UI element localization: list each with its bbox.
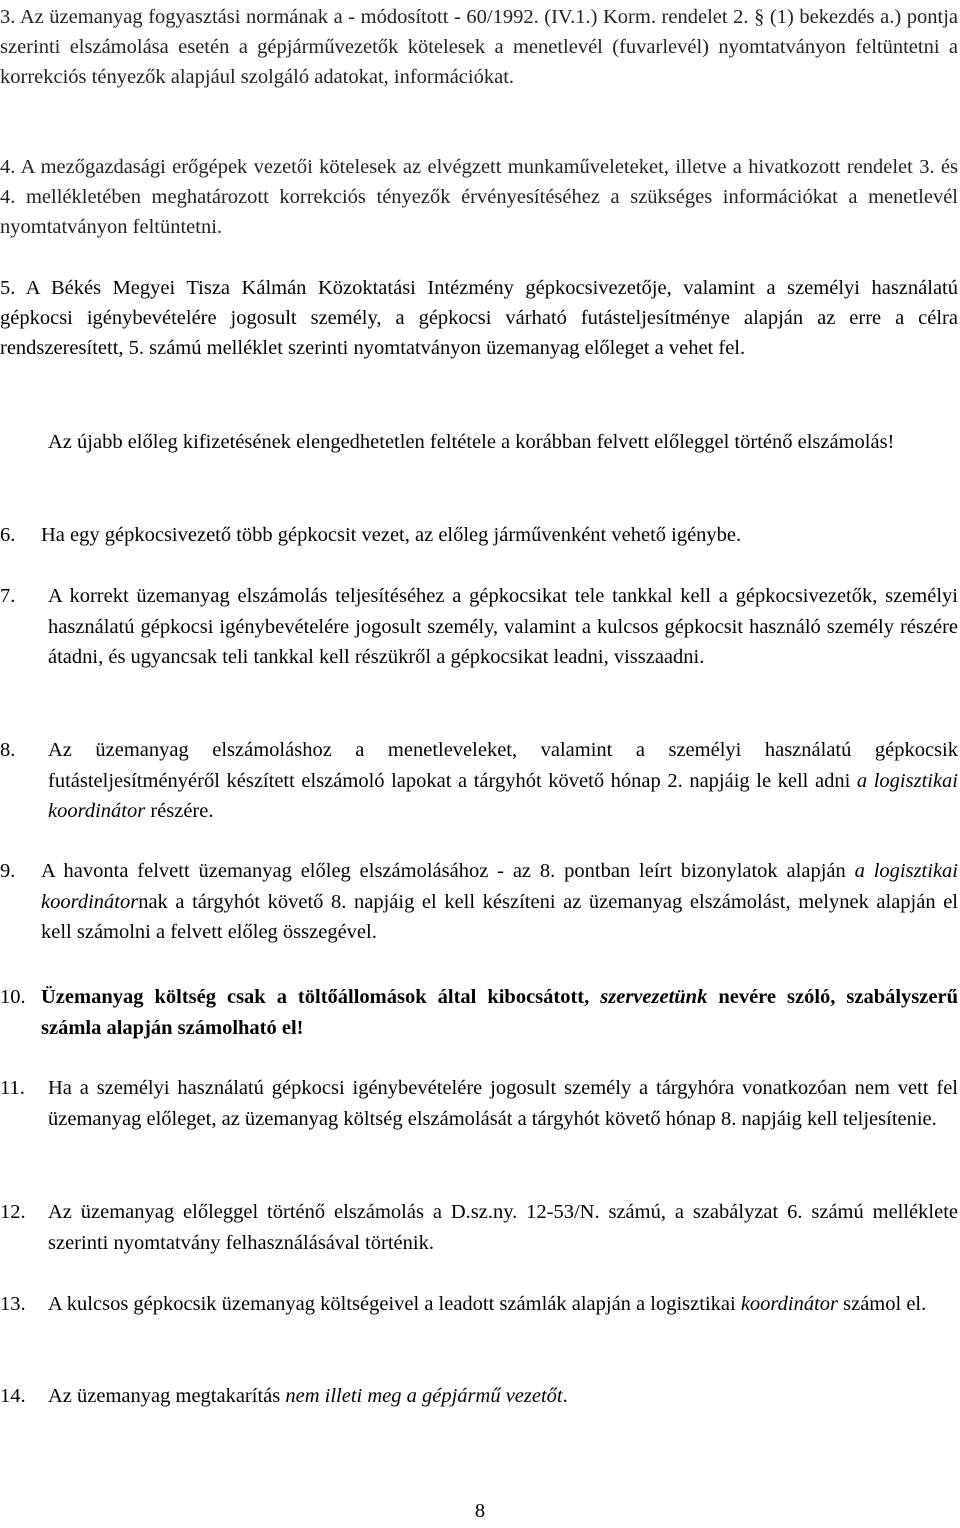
item-text-part: részére. bbox=[145, 800, 214, 822]
item-number: 8. bbox=[0, 739, 16, 761]
page-number: 8 bbox=[474, 1500, 486, 1522]
item-text bbox=[48, 1381, 958, 1412]
item-number: 7. bbox=[0, 585, 16, 607]
list-item-14 bbox=[0, 1381, 958, 1412]
item-text-part: A kulcsos gépkocsik üzemanyag költségeivel a leadott számlák alapján a logisztikai bbox=[48, 1293, 741, 1315]
item-text-part: nevére szóló, szabályszerű számla alapján számolható el! bbox=[41, 986, 958, 1039]
item-text-part: Üzemanyag költség csak a töltőállomások által kibocsátott, bbox=[41, 986, 601, 1008]
item-number: 11. bbox=[0, 1077, 25, 1099]
item-text-italic: a logisztikai koordinátor bbox=[48, 769, 959, 822]
list-item-6 bbox=[0, 520, 958, 551]
list-item-10 bbox=[0, 982, 958, 1043]
paragraph-3: 3. Az üzemanyag fogyasztási normának a - módosított - 60/1992. (IV.1.) Korm. rendelet 2. § (1) bekezdés a.) pontja szerinti elszámolása esetén a gépjárművezetők kötelesek a menetlevél (fuvarlevél) nyomtatványon feltüntetni a korrekciós tényezők alapjául szolgáló adatokat, információkat. bbox=[0, 6, 958, 88]
item-text-italic: szervezetünk bbox=[600, 986, 708, 1008]
item-number: 13. bbox=[0, 1293, 26, 1315]
item-text bbox=[48, 735, 958, 827]
item-number: 9. bbox=[0, 860, 16, 882]
item-text-part: Az üzemanyag megtakarítás bbox=[48, 1385, 286, 1407]
paragraph-4: 4. A mezőgazdasági erőgépek vezetői kötelesek az elvégzett munkaműveleteket, illetve a hivatkozott rendelet 3. és 4. mellékletében meghatározott korrekciós tényezők érvényesítéséhez a szükséges információkat a menetlevél nyomtatványon feltüntetni. bbox=[0, 156, 958, 238]
item-number: 6. bbox=[0, 524, 16, 546]
item-number: 10. bbox=[0, 986, 26, 1008]
advance-note: Az újabb előleg kifizetésének elengedhetetlen feltétele a korábban felvett előleggel történő elszámolás! bbox=[48, 431, 895, 453]
item-text-part: nak a tárgyhót követő 8. napjáig el kell készíteni az üzemanyag elszámolást, melynek alapján el kell számolni a felvett előleg összegével. bbox=[41, 890, 958, 943]
item-text bbox=[41, 982, 958, 1043]
item-text-part: Az üzemanyag elszámoláshoz a menetleveleket, valamint a személyi használatú gépkocsik futásteljesítményéről készített elszámoló lapokat a tárgyhót követő hónap 2. napjáig le kell adni bbox=[48, 739, 958, 792]
list-item-9 bbox=[0, 856, 958, 948]
item-text-italic: koordinátor bbox=[740, 1293, 838, 1315]
item-text: A korrekt üzemanyag elszámolás teljesítéséhez a gépkocsikat tele tankkal kell a gépkocsivezetők, személyi használatú gépkocsi igénybevételére jogosult személy, valamint a kulcsos gépkocsit használó személy részére átadni, és ugyancsak teli tankkal kell részükről a gépkocsikat leadni, visszaadni. bbox=[48, 585, 958, 668]
item-text: Ha egy gépkocsivezető több gépkocsit vezet, az előleg járművenként vehető igénybe. bbox=[41, 524, 742, 546]
list-item-13 bbox=[0, 1289, 958, 1320]
item-text-part: . bbox=[562, 1385, 568, 1407]
item-text bbox=[48, 1289, 958, 1320]
item-text bbox=[41, 856, 958, 948]
item-text-part: számol el. bbox=[838, 1293, 927, 1315]
paragraph-5: 5. A Békés Megyei Tisza Kálmán Közoktatási Intézmény gépkocsivezetője, valamint a személyi használatú gépkocsi igénybevételére jogosult személy, a gépkocsi várható futásteljesítménye alapján az erre a célra rendszeresített, 5. számú melléklet szerinti nyomtatványon üzemanyag előleget a vehet fel. bbox=[0, 277, 958, 359]
list-item-11 bbox=[0, 1073, 958, 1134]
item-text-italic: nem illeti meg a gépjármű vezetőt bbox=[285, 1385, 563, 1407]
item-text: Ha a személyi használatú gépkocsi igénybevételére jogosult személy a tárgyhóra vonatkozóan nem vett fel üzemanyag előleget, az üzemanyag költség elszámolását a tárgyhót követő hónap 8. napjáig kell teljesítenie. bbox=[48, 1077, 958, 1130]
item-number: 14. bbox=[0, 1385, 26, 1407]
list-item-7 bbox=[0, 581, 958, 673]
list-item-8 bbox=[0, 735, 958, 827]
item-text-italic: a logisztikai koordinátor bbox=[41, 860, 958, 913]
list-item-12 bbox=[0, 1197, 958, 1258]
item-text-part: A havonta felvett üzemanyag előleg elszámolásához - az 8. pontban leírt bizonylatok alapján bbox=[41, 860, 855, 882]
item-text: Az üzemanyag előleggel történő elszámolás a D.sz.ny. 12-53/N. számú, a szabályzat 6. számú melléklete szerinti nyomtatvány felhasználásával történik. bbox=[48, 1201, 958, 1254]
item-number: 12. bbox=[0, 1201, 26, 1223]
